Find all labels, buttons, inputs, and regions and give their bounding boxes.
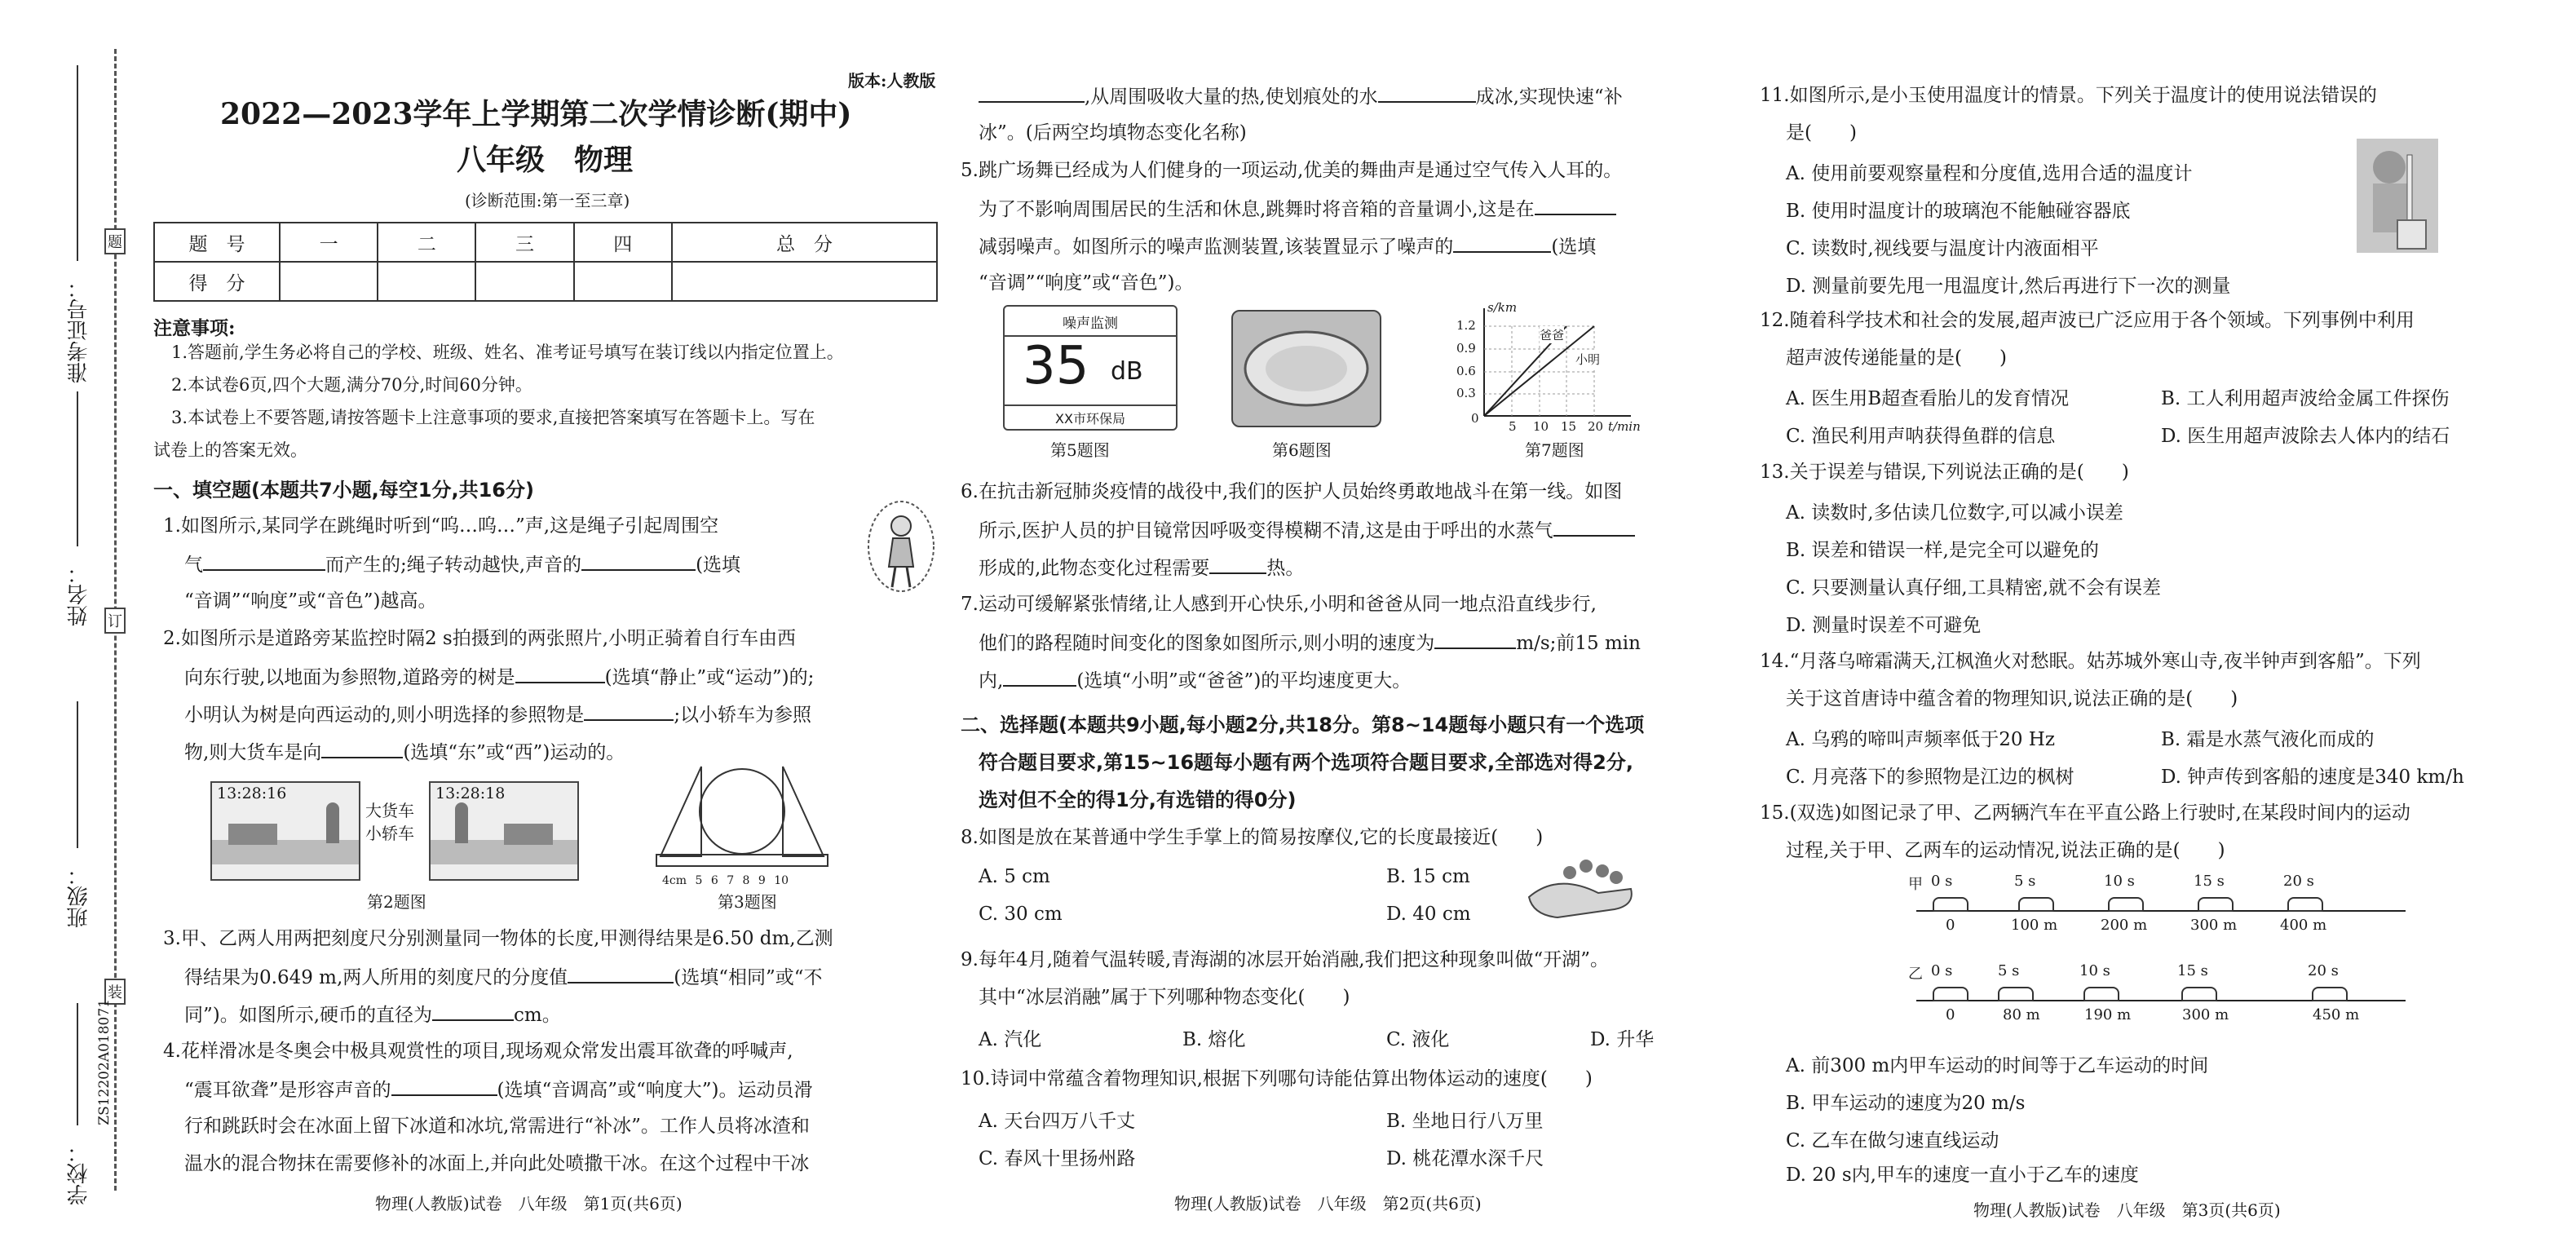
school-label: 学校： (67, 1142, 91, 1205)
traffic-photo-1 (210, 781, 360, 881)
car-yi-icon (2181, 987, 2217, 1001)
car-yi-icon (2083, 987, 2119, 1001)
st-ytick: 0.6 (1456, 364, 1476, 378)
q5-line1: 5.跳广场舞已经成为人们健身的一项运动,优美的舞曲声是通过空气传入人耳的。 (961, 160, 1623, 181)
q7-line3 (979, 661, 1411, 700)
car-jia-icon (1933, 897, 1968, 912)
fig5-caption: 第5题图 (1050, 440, 1110, 460)
q5-text: (选填 (1551, 236, 1597, 258)
q6-text: 热。 (1266, 558, 1305, 579)
section2-title-3: 选对但不全的得1分,有选错的得0分) (979, 789, 1297, 811)
car-jia-label: 甲 (1908, 876, 1923, 893)
q9-option-d[interactable]: D. 升华 (1590, 1029, 1655, 1050)
score-row-headers (154, 223, 937, 262)
car-yi-dist: 0 (1946, 1006, 1955, 1023)
fig2-caption: 第2题图 (367, 892, 426, 912)
q1-text: 气 (184, 555, 203, 576)
tree-shape (455, 802, 468, 843)
thermometer-photo (2357, 139, 2438, 253)
q7-text: 内, (979, 670, 1004, 692)
car-yi-time: 15 s (2177, 962, 2208, 979)
q8-stem: 8.如图是放在某普通中学生手掌上的简易按摩仪,它的长度最接近( ) (961, 827, 1544, 848)
score-cell[interactable] (280, 262, 378, 301)
st-ylabel: s/km (1487, 300, 1518, 315)
st-line-label-dad: 爸爸 (1540, 328, 1565, 343)
q1-text: (选填 (696, 555, 741, 576)
car-jia-dist: 300 m (2190, 917, 2238, 934)
q13-option-a[interactable]: A. 读数时,多估读几位数字,可以减小误差 (1786, 502, 2123, 524)
q4-line3: 行和跳跃时会在冰面上留下冰道和冰坑,常需进行“补冰”。工作人员将冰渣和 (184, 1116, 810, 1137)
q15-option-d[interactable]: D. 20 s内,甲车的速度一直小于乙车的速度 (1786, 1165, 2139, 1186)
note-item: 3.本试卷上不要答题,请按答题卡上注意事项的要求,直接把答案填写在答题卡上。写在 (171, 408, 815, 427)
school-field[interactable] (77, 1003, 78, 1125)
car-jia-dist: 0 (1946, 917, 1955, 934)
truck-shape (504, 824, 553, 845)
st-xlabel: t/min (1608, 419, 1641, 434)
q5-text: 为了不影响周围居民的生活和休息,跳舞时将音箱的音量调小,这是在 (979, 199, 1535, 220)
noise-unit: dB (1111, 357, 1143, 386)
q2-text: ;以小轿车为参照 (674, 705, 812, 726)
st-ytick: 0 (1471, 411, 1479, 426)
binding-mark-mid: 订 (104, 608, 126, 634)
page-3-footer: 物理(人教版)试卷 八年级 第3页(共6页) (1973, 1200, 2281, 1220)
q13-option-d[interactable]: D. 测量时误差不可避免 (1786, 615, 1982, 636)
q9-line1: 9.每年4月,随着气温转暖,青海湖的冰层开始消融,我们把这种现象叫做“开湖”。 (961, 949, 1610, 970)
car-jia-time: 5 s (2014, 873, 2036, 890)
q11-option-c[interactable]: C. 读数时,视线要与温度计内液面相平 (1786, 238, 2099, 259)
goggles-photo (1231, 310, 1381, 427)
q10-option-d[interactable]: D. 桃花潭水深千尺 (1386, 1148, 1544, 1169)
q7-line1: 7.运动可缓解紧张情绪,让人感到开心快乐,小明和爸爸从同一地点沿直线步行, (961, 594, 1597, 615)
q7-blank-2[interactable] (1003, 661, 1076, 687)
goggles-shape (1233, 312, 1380, 426)
q15-line1: 15.(双选)如图记录了甲、乙两辆汽车在平直公路上行驶时,在某段时间内的运动 (1760, 802, 2410, 824)
q1-blank-1[interactable] (203, 545, 325, 571)
car-yi-time: 10 s (2079, 962, 2110, 979)
q6-text: 所示,医护人员的护目镜常因呼吸变得模糊不清,这是由于呼出的水蒸气 (979, 520, 1553, 541)
q2-text: 物,则大货车是向 (184, 742, 322, 763)
q15-line2: 过程,关于甲、乙两车的运动情况,说法正确的是( ) (1786, 840, 2225, 861)
noise-monitor-org: XX市环保局 (1005, 404, 1176, 427)
q1-line1: 1.如图所示,某同学在跳绳时听到“呜…呜…”声,这是绳子引起周围空 (163, 515, 719, 537)
fig2-label-car: 小轿车 (365, 824, 414, 843)
q1-line2 (184, 545, 740, 584)
exam-no-field[interactable] (77, 65, 78, 261)
car-jia-dist: 400 m (2280, 917, 2327, 934)
q2-text: 小明认为树是向西运动的,则小明选择的参照物是 (184, 705, 585, 726)
class-field[interactable] (77, 701, 78, 848)
q11-option-a[interactable]: A. 使用前要观察量程和分度值,选用合适的温度计 (1786, 163, 2193, 184)
car-jia-dist: 200 m (2101, 917, 2148, 934)
q7-text: m/s;前15 min (1516, 633, 1641, 654)
q13-option-c[interactable]: C. 只要测量认真仔细,工具精密,就不会有误差 (1786, 577, 2162, 599)
st-xtick: 15 (1561, 419, 1577, 434)
score-header: 总 分 (672, 223, 937, 262)
page-1-footer: 物理(人教版)试卷 八年级 第1页(共6页) (375, 1194, 683, 1213)
q15-option-b[interactable]: B. 甲车运动的速度为20 m/s (1786, 1093, 2026, 1114)
car-jia-dist: 100 m (2011, 917, 2058, 934)
q12-option-d[interactable]: D. 医生用超声波除去人体内的结石 (2161, 426, 2450, 447)
photo-timestamp: 13:28:16 (217, 785, 287, 802)
q2-blank-2[interactable] (584, 695, 674, 721)
coin-ruler-figure (652, 758, 832, 873)
q12-line1: 12.随着科学技术和社会的发展,超声波已广泛应用于各个领域。下列事例中利用 (1760, 310, 2415, 331)
name-label: 姓名： (67, 563, 91, 626)
q3-line3 (184, 995, 561, 1034)
q8-option-c[interactable]: C. 30 cm (979, 904, 1063, 925)
q14-option-b[interactable]: B. 霜是水蒸气液化而成的 (2161, 729, 2375, 750)
q12-option-b[interactable]: B. 工人利用超声波给金属工件探伤 (2161, 388, 2450, 409)
noise-monitor (1003, 305, 1178, 431)
section2-title-2: 符合题目要求,第15~16题每小题有两个选项符合题目要求,全部选对得2分, (979, 751, 1633, 774)
q3-line2 (184, 957, 823, 997)
q10-option-a[interactable]: A. 天台四万八千丈 (979, 1111, 1136, 1132)
q6-text: 形成的,此物态变化过程需要 (979, 558, 1210, 579)
score-label: 得 分 (154, 262, 280, 301)
car-yi-dist: 450 m (2313, 1006, 2360, 1023)
q7-text: 他们的路程随时间变化的图象如图所示,则小明的速度为 (979, 633, 1435, 654)
q8-option-d[interactable]: D. 40 cm (1386, 904, 1471, 925)
q5-text: 减弱噪声。如图所示的噪声监测装置,该装置显示了噪声的 (979, 236, 1454, 258)
q2-line3 (184, 695, 811, 734)
q3-text: 得结果为0.649 m,两人所用的刻度尺的分度值 (184, 967, 568, 988)
traffic-photo-2 (429, 781, 579, 881)
q9-option-c[interactable]: C. 液化 (1386, 1029, 1450, 1050)
car-yi-time: 5 s (1998, 962, 2020, 979)
binding-strip (0, 0, 139, 1242)
q2-text: 向东行驶,以地面为参照物,道路旁的树是 (184, 667, 515, 688)
score-header: 题 号 (154, 223, 280, 262)
q14-option-d[interactable]: D. 钟声传到客船的速度是340 km/h (2161, 767, 2464, 788)
exam-title: 2022—2023学年上学期第二次学情诊断(期中) (220, 97, 852, 131)
q14-line1: 14.“月落乌啼霜满天,江枫渔火对愁眠。姑苏城外寒山寺,夜半钟声到客船”。下列 (1760, 651, 2421, 672)
car-jia-time: 10 s (2104, 873, 2135, 890)
st-xtick: 20 (1588, 419, 1604, 434)
q8-option-b[interactable]: B. 15 cm (1386, 866, 1470, 887)
score-cell[interactable] (475, 262, 573, 301)
score-cell[interactable] (672, 262, 937, 301)
q4-text: 成冰,实现快速“补 (1475, 86, 1623, 108)
note-item: 试卷上的答案无效。 (153, 440, 307, 460)
car-motion-diagram (1908, 873, 2446, 1036)
st-xtick: 5 (1509, 419, 1517, 434)
car-jia-icon (2018, 897, 2054, 912)
q4-text: (选填“音调高”或“响度大”)。运动员滑 (497, 1080, 813, 1101)
q3-blank-1[interactable] (568, 957, 674, 983)
q5-line2 (979, 189, 1616, 228)
q7-text: (选填“小明”或“爸爸”)的平均速度更大。 (1076, 670, 1412, 692)
q3-text: (选填“相同”或“不 (674, 967, 823, 988)
exam-no-label: 准考证号： (67, 277, 91, 383)
q6-blank-1[interactable] (1553, 511, 1635, 537)
q10-option-b[interactable]: B. 坐地日行八万里 (1386, 1111, 1544, 1132)
car-yi-icon (1998, 987, 2034, 1001)
q3-line1: 3.甲、乙两人用两把刻度尺分别测量同一物体的长度,甲测得结果是6.50 dm,乙测 (163, 928, 833, 949)
car-yi-dist: 300 m (2182, 1006, 2229, 1023)
q4-text: “震耳欲聋”是形容声音的 (184, 1080, 391, 1101)
section1-title: 一、填空题(本题共7小题,每空1分,共16分) (153, 479, 534, 502)
score-cell[interactable] (574, 262, 672, 301)
q4-cont-line1 (979, 77, 1623, 116)
fig6-caption: 第6题图 (1272, 440, 1332, 460)
q8-option-a[interactable]: A. 5 cm (979, 866, 1050, 887)
q9-option-a[interactable]: A. 汽化 (979, 1029, 1042, 1050)
st-xtick: 10 (1533, 419, 1549, 434)
q4-text: ,从周围吸收大量的热,使划痕处的水 (1085, 86, 1378, 108)
q2-blank-1[interactable] (515, 657, 605, 683)
q2-line4 (184, 732, 625, 771)
fig2-label-truck: 大货车 (365, 801, 414, 820)
q5-blank-2[interactable] (1453, 227, 1551, 253)
q11-line2: 是( ) (1786, 122, 1857, 144)
thermometer-photo-shape (2357, 139, 2438, 253)
jump-rope-figure (864, 497, 938, 595)
q12-option-c[interactable]: C. 渔民利用声呐获得鱼群的信息 (1786, 426, 2056, 447)
photo-timestamp: 13:28:18 (435, 785, 506, 802)
q10-stem: 10.诗词中常蕴含着物理知识,根据下列哪句诗能估算出物体运动的速度( ) (961, 1068, 1593, 1090)
q5-line3 (979, 227, 1596, 266)
page-2-footer: 物理(人教版)试卷 八年级 第2页(共6页) (1174, 1194, 1482, 1213)
ruler-ticks: 4cm 5 6 7 8 9 10 (662, 874, 789, 887)
car-jia-icon (2198, 897, 2234, 912)
q3-blank-2[interactable] (432, 995, 514, 1021)
car-jia-time: 20 s (2283, 873, 2314, 890)
car-yi-dist: 80 m (2003, 1006, 2040, 1023)
q13-option-b[interactable]: B. 误差和错误一样,是完全可以避免的 (1786, 540, 2099, 561)
q1-line3: “音调”“响度”或“音色”)越高。 (184, 590, 437, 612)
section2-title-1: 二、选择题(本题共9小题,每小题2分,共18分。第8~14题每小题只有一个选项 (961, 714, 1645, 736)
car-yi-icon (1933, 987, 1968, 1001)
version-label: 版本:人教版 (848, 71, 936, 91)
q1-blank-2[interactable] (581, 545, 696, 571)
q5-line4: “音调”“响度”或“音色”)。 (979, 272, 1194, 294)
st-ytick: 0.3 (1456, 386, 1476, 400)
q3-text: cm。 (514, 1005, 561, 1026)
car-jia-time: 0 s (1931, 873, 1953, 890)
binding-mark-top: 题 (104, 228, 126, 254)
q11-option-d[interactable]: D. 测量前要先甩一甩温度计,然后再进行下一次的测量 (1786, 276, 2231, 297)
score-row-values (154, 262, 937, 301)
car-jia-icon (2108, 897, 2144, 912)
q2-blank-3[interactable] (321, 732, 403, 758)
q15-option-a[interactable]: A. 前300 m内甲车运动的时间等于乙车运动的时间 (1786, 1055, 2209, 1076)
q4-line2 (184, 1070, 813, 1109)
q9-line2: 其中“冰层消融”属于下列哪种物态变化( ) (979, 987, 1350, 1008)
fig7-caption: 第7题图 (1525, 440, 1584, 460)
q4-cont-line2: 冰”。(后两空均填物态变化名称) (979, 122, 1247, 144)
score-table (153, 222, 938, 302)
q2-line1: 2.如图所示是道路旁某监控时隔2 s拍摄到的两张照片,小明正骑着自行车由西 (163, 628, 797, 649)
q6-line3 (979, 548, 1304, 587)
noise-monitor-title: 噪声监测 (1005, 312, 1176, 337)
st-ytick: 0.9 (1456, 341, 1476, 356)
q11-option-b[interactable]: B. 使用时温度计的玻璃泡不能触碰容器底 (1786, 201, 2131, 222)
q13-stem: 13.关于误差与错误,下列说法正确的是( ) (1760, 462, 2129, 483)
car-yi-time: 0 s (1931, 962, 1953, 979)
truck-shape (228, 824, 277, 845)
q14-option-a[interactable]: A. 乌鸦的啼叫声频率低于20 Hz (1786, 729, 2055, 750)
q7-line2 (979, 623, 1641, 662)
q12-option-a[interactable]: A. 医生用B超查看胎儿的发育情况 (1786, 388, 2070, 409)
q4-blank-3[interactable] (1378, 77, 1476, 103)
class-label: 班级： (67, 864, 91, 928)
score-cell[interactable] (378, 262, 475, 301)
note-item: 2.本试卷6页,四个大题,满分70分,时间60分钟。 (171, 375, 532, 395)
q4-blank-1[interactable] (391, 1070, 497, 1096)
q4-blank-2[interactable] (979, 77, 1085, 103)
score-header: 三 (475, 223, 573, 262)
binding-mark-bot: 装 (104, 979, 126, 1005)
massager-hand-figure (1525, 848, 1639, 922)
q4-line1: 4.花样滑冰是冬奥会中极具观赏性的项目,现场观众常发出震耳欲聋的呼喊声, (163, 1041, 793, 1062)
car-yi-label: 乙 (1908, 966, 1923, 983)
q15-option-c[interactable]: C. 乙车在做匀速直线运动 (1786, 1130, 1999, 1151)
score-header: 四 (574, 223, 672, 262)
car-jia-road (1916, 910, 2406, 912)
q5-blank-1[interactable] (1535, 189, 1616, 215)
name-field[interactable] (77, 391, 78, 546)
q14-option-c[interactable]: C. 月亮落下的参照物是江边的枫树 (1786, 767, 2074, 788)
car-jia-time: 15 s (2194, 873, 2225, 890)
note-item: 1.答题前,学生务必将自己的学校、班级、姓名、准考证号填写在装订线以内指定位置上。 (171, 343, 844, 362)
q10-option-c[interactable]: C. 春风十里扬州路 (979, 1148, 1136, 1169)
q6-blank-2[interactable] (1209, 548, 1266, 574)
car-jia-icon (2287, 897, 2323, 912)
q6-line1: 6.在抗击新冠肺炎疫情的战役中,我们的医护人员始终勇敢地战斗在第一线。如图 (961, 481, 1623, 502)
q7-blank-1[interactable] (1434, 623, 1516, 649)
q2-line2 (184, 657, 814, 696)
page-1 (147, 0, 938, 1242)
q2-text: (选填“东”或“西”)运动的。 (403, 742, 625, 763)
car-yi-dist: 190 m (2084, 1006, 2132, 1023)
st-graph (1451, 302, 1647, 432)
car-yi-time: 20 s (2308, 962, 2339, 979)
q4-line4: 温水的混合物抹在需要修补的冰面上,并向此处喷撒干冰。在这个过程中干冰 (184, 1153, 810, 1174)
q6-line2 (979, 511, 1635, 550)
st-ytick: 1.2 (1456, 318, 1476, 333)
q9-option-b[interactable]: B. 熔化 (1182, 1029, 1246, 1050)
st-line-label-ming: 小明 (1575, 352, 1601, 367)
page-2 (954, 0, 1737, 1242)
q2-text: (选填“静止”或“运动”)的; (604, 667, 815, 688)
exam-scope: (诊断范围:第一至三章) (465, 191, 630, 210)
score-header: 二 (378, 223, 475, 262)
page-3 (1753, 0, 2569, 1242)
q1-text: 而产生的;绳子转动越快,声音的 (325, 555, 582, 576)
q12-line2: 超声波传递能量的是( ) (1786, 347, 2007, 369)
score-header: 一 (280, 223, 378, 262)
notes-title: 注意事项: (153, 317, 236, 339)
noise-value: 35 (1023, 336, 1089, 396)
tree-shape (326, 802, 339, 843)
exam-subtitle: 八年级 物理 (457, 143, 634, 177)
q3-text: 同”)。如图所示,硬币的直径为 (184, 1005, 433, 1026)
exam-code: ZS12202A018071 (96, 999, 113, 1125)
q11-line1: 11.如图所示,是小玉使用温度计的情景。下列关于温度计的使用说法错误的 (1760, 85, 2377, 106)
fig3-caption: 第3题图 (718, 892, 777, 912)
car-yi-icon (2312, 987, 2348, 1001)
q14-line2: 关于这首唐诗中蕴含着的物理知识,说法正确的是( ) (1786, 688, 2238, 709)
